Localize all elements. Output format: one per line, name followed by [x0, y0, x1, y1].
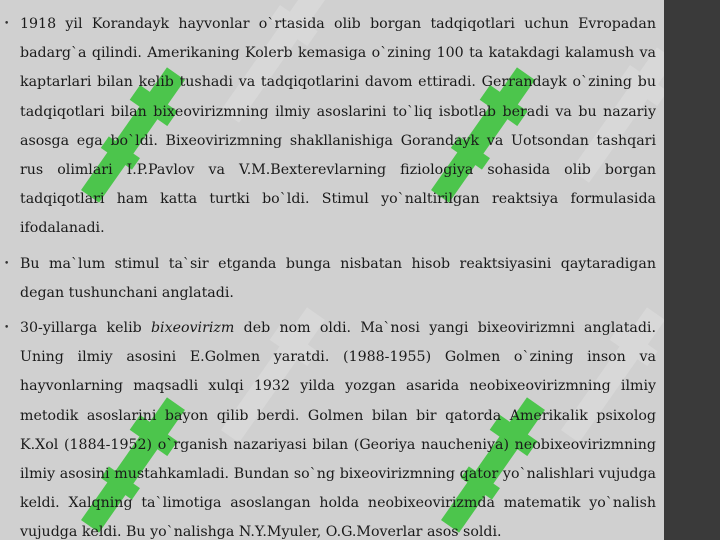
paragraph-1 — [4, 10, 656, 244]
bullet-icon: • — [4, 19, 10, 29]
paragraph-3-italic-term: bixeovirizm — [150, 320, 235, 337]
paragraph-3-text-start: 30-yillarga kelib — [20, 320, 151, 337]
paragraph-1-text: 1918 yil Korandayk hayvonlar o`rtasida olib borgan tadqiqotlari uchun Evropadan badarg`a qilindi. Amerikaning Kolerb kemasiga o`zining 100 ta katakdagi kalamush va kaptarlari bilan kelib tushadi va tadqiqotlarini davom ettiradi. Gerrandayk o`zining bu tadqiqotlari bilan bixeovirizmning ilmiy asoslarini to`liq isbotlab beradi va bu nazariy asosga ega bo`ldi. Bixeovirizmning shakllanishiga Gorandayk va Uotsondan tashqari rus olimlari I.P.Pavlov va V.M.Bexterevlarning fiziologiya sohasida olib borgan tadqiqotlari ham katta turtki bo`ldi. Stimul yo`naltirilgan reaktsiya formulasida ifodalanadi. — [20, 16, 656, 237]
bullet-icon: • — [4, 258, 10, 269]
right-side-bar — [664, 0, 720, 540]
bullet-icon: • — [4, 323, 10, 334]
slide-content — [4, 10, 656, 540]
paragraph-3 — [4, 314, 656, 540]
paragraph-3-text-rest: deb nom oldi. Ma`nosi yangi bixeovirizmni anglatadi. Uning ilmiy asosini E.Golmen yaratdi. (1988-1955) Golmen o`zining inson va hayvonlarning maqsadli xulqi 1932 yilda yozgan asarida neobixeovirizmning ilmiy metodik asoslarini bayon qilib berdi. Golmen bilan bir qatorda Amerikalik psixolog K.Xol (1884-1952) o`rganish nazariyasi bilan (Georiya naucheniya) neobixeovirizmning ilmiy asosini mustahkamladi. Bundan so`ng bixeovirizmning qator yo`nalishlari vujudga keldi. Xalqning ta`limotiga asoslangan holda neobixeovirizmda matematik yo`nalish vujudga keldi. Bu yo`nalishga N.Y.Myuler, O.G.Moverlar asos soldi. — [20, 320, 656, 540]
paragraph-2-text: Bu ma`lum stimul ta`sir etganda bunga nisbatan hisob reaktsiyasini qaytaradigan degan tushunchani anglatadi. — [20, 255, 656, 301]
paragraph-2 — [4, 250, 656, 308]
